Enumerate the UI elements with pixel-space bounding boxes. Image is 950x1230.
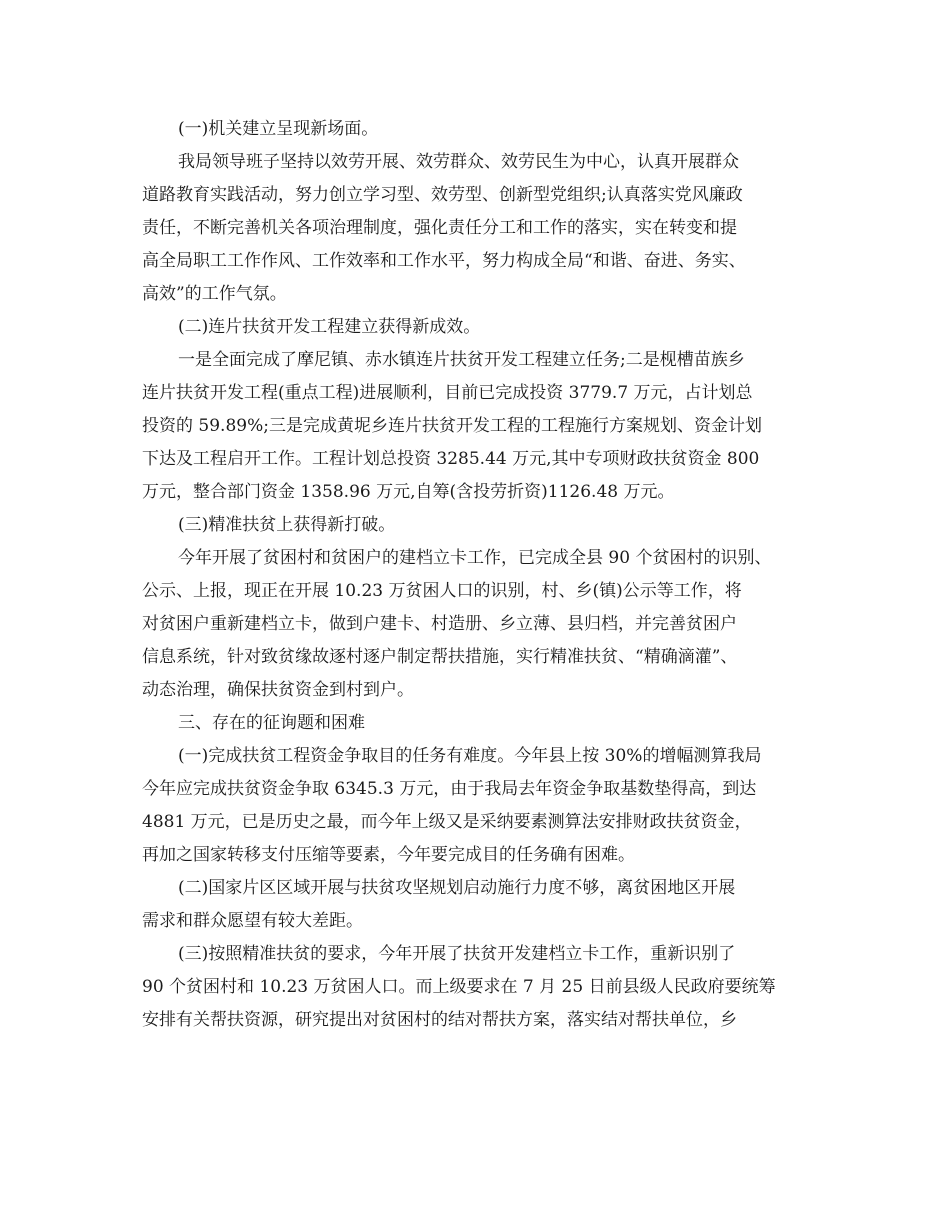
text-line: 再加之国家转移支付压缩等要素，今年要完成目的任务确有困难。 <box>142 845 635 865</box>
paragraph <box>142 938 814 1037</box>
text-line: (三)精准扶贫上获得新打破。 <box>178 515 396 535</box>
text-line: 90 个贫困村和 10.23 万贫困人口。而上级要求在 7 月 25 日前县级人民政府要统筹 <box>142 977 776 997</box>
paragraph <box>142 707 814 740</box>
paragraph <box>142 740 814 872</box>
text-line: 动态治理，确保扶贫资金到村到户。 <box>142 680 414 700</box>
text-line: 需求和群众愿望有较大差距。 <box>142 911 363 931</box>
paragraph <box>142 344 814 509</box>
text-line: 公示、上报，现正在开展 10.23 万贫困人口的识别，村、乡(镇)公示等工作，将 <box>142 581 742 601</box>
text-line: 4881 万元，已是历史之最，而今年上级又是采纳要素测算法安排财政扶贫资金， <box>142 812 752 832</box>
paragraph <box>142 311 814 344</box>
text-line: (一)机关建立呈现新场面。 <box>178 119 379 139</box>
text-line: 高效”的工作气氛。 <box>142 284 287 304</box>
document-body <box>142 113 814 1037</box>
paragraph <box>142 113 814 146</box>
paragraph <box>142 146 814 311</box>
text-line: (二)国家片区区域开展与扶贫攻坚规划启动施行力度不够，离贫困地区开展 <box>178 878 736 898</box>
text-line: 责任，不断完善机关各项治理制度，强化责任分工和工作的落实，实在转变和提 <box>142 218 737 238</box>
text-line: 我局领导班子坚持以效劳开展、效劳群众、效劳民生为中心，认真开展群众 <box>178 152 739 172</box>
text-line: 安排有关帮扶资源，研究提出对贫困村的结对帮扶方案，落实结对帮扶单位，乡 <box>142 1010 737 1030</box>
text-line: (三)按照精准扶贫的要求，今年开展了扶贫开发建档立卡工作，重新识别了 <box>178 944 736 964</box>
text-line: 道路教育实践活动，努力创立学习型、效劳型、创新型党组织;认真落实党风廉政 <box>142 185 743 205</box>
text-line: (一)完成扶贫工程资金争取目的任务有难度。今年县上按 30%的增幅测算我局 <box>178 746 762 766</box>
text-line: 对贫困户重新建档立卡，做到户建卡、村造册、乡立薄、县归档，并完善贫困户 <box>142 614 737 634</box>
text-line: 连片扶贫开发工程(重点工程)进展顺利，目前已完成投资 3779.7 万元，占计划总 <box>142 383 753 403</box>
paragraph <box>142 872 814 938</box>
text-line: 今年应完成扶贫资金争取 6345.3 万元，由于我局去年资金争取基数垫得高，到达 <box>142 779 757 799</box>
text-line: 高全局职工工作作风、工作效率和工作水平，努力构成全局“和谐、奋进、务实、 <box>142 251 746 271</box>
paragraph <box>142 542 814 707</box>
text-line: 信息系统，针对致贫缘故逐村逐户制定帮扶措施，实行精准扶贫、“精确滴灌”、 <box>142 647 738 667</box>
text-line: 投资的 59.89%;三是完成黄坭乡连片扶贫开发工程的工程施行方案规划、资金计划 <box>142 416 762 436</box>
text-line: (二)连片扶贫开发工程建立获得新成效。 <box>178 317 481 337</box>
text-line: 万元，整合部门资金 1358.96 万元,自筹(含投劳折资)1126.48 万元。 <box>142 482 675 502</box>
text-line: 今年开展了贫困村和贫困户的建档立卡工作，已完成全县 90 个贫困村的识别、 <box>178 548 772 568</box>
paragraph <box>142 509 814 542</box>
text-line: 三、存在的征询题和困难 <box>178 713 365 733</box>
text-line: 下达及工程启开工作。工程计划总投资 3285.44 万元,其中专项财政扶贫资金 800 <box>142 449 760 469</box>
text-line: 一是全面完成了摩尼镇、赤水镇连片扶贫开发工程建立任务;二是枧槽苗族乡 <box>178 350 745 370</box>
